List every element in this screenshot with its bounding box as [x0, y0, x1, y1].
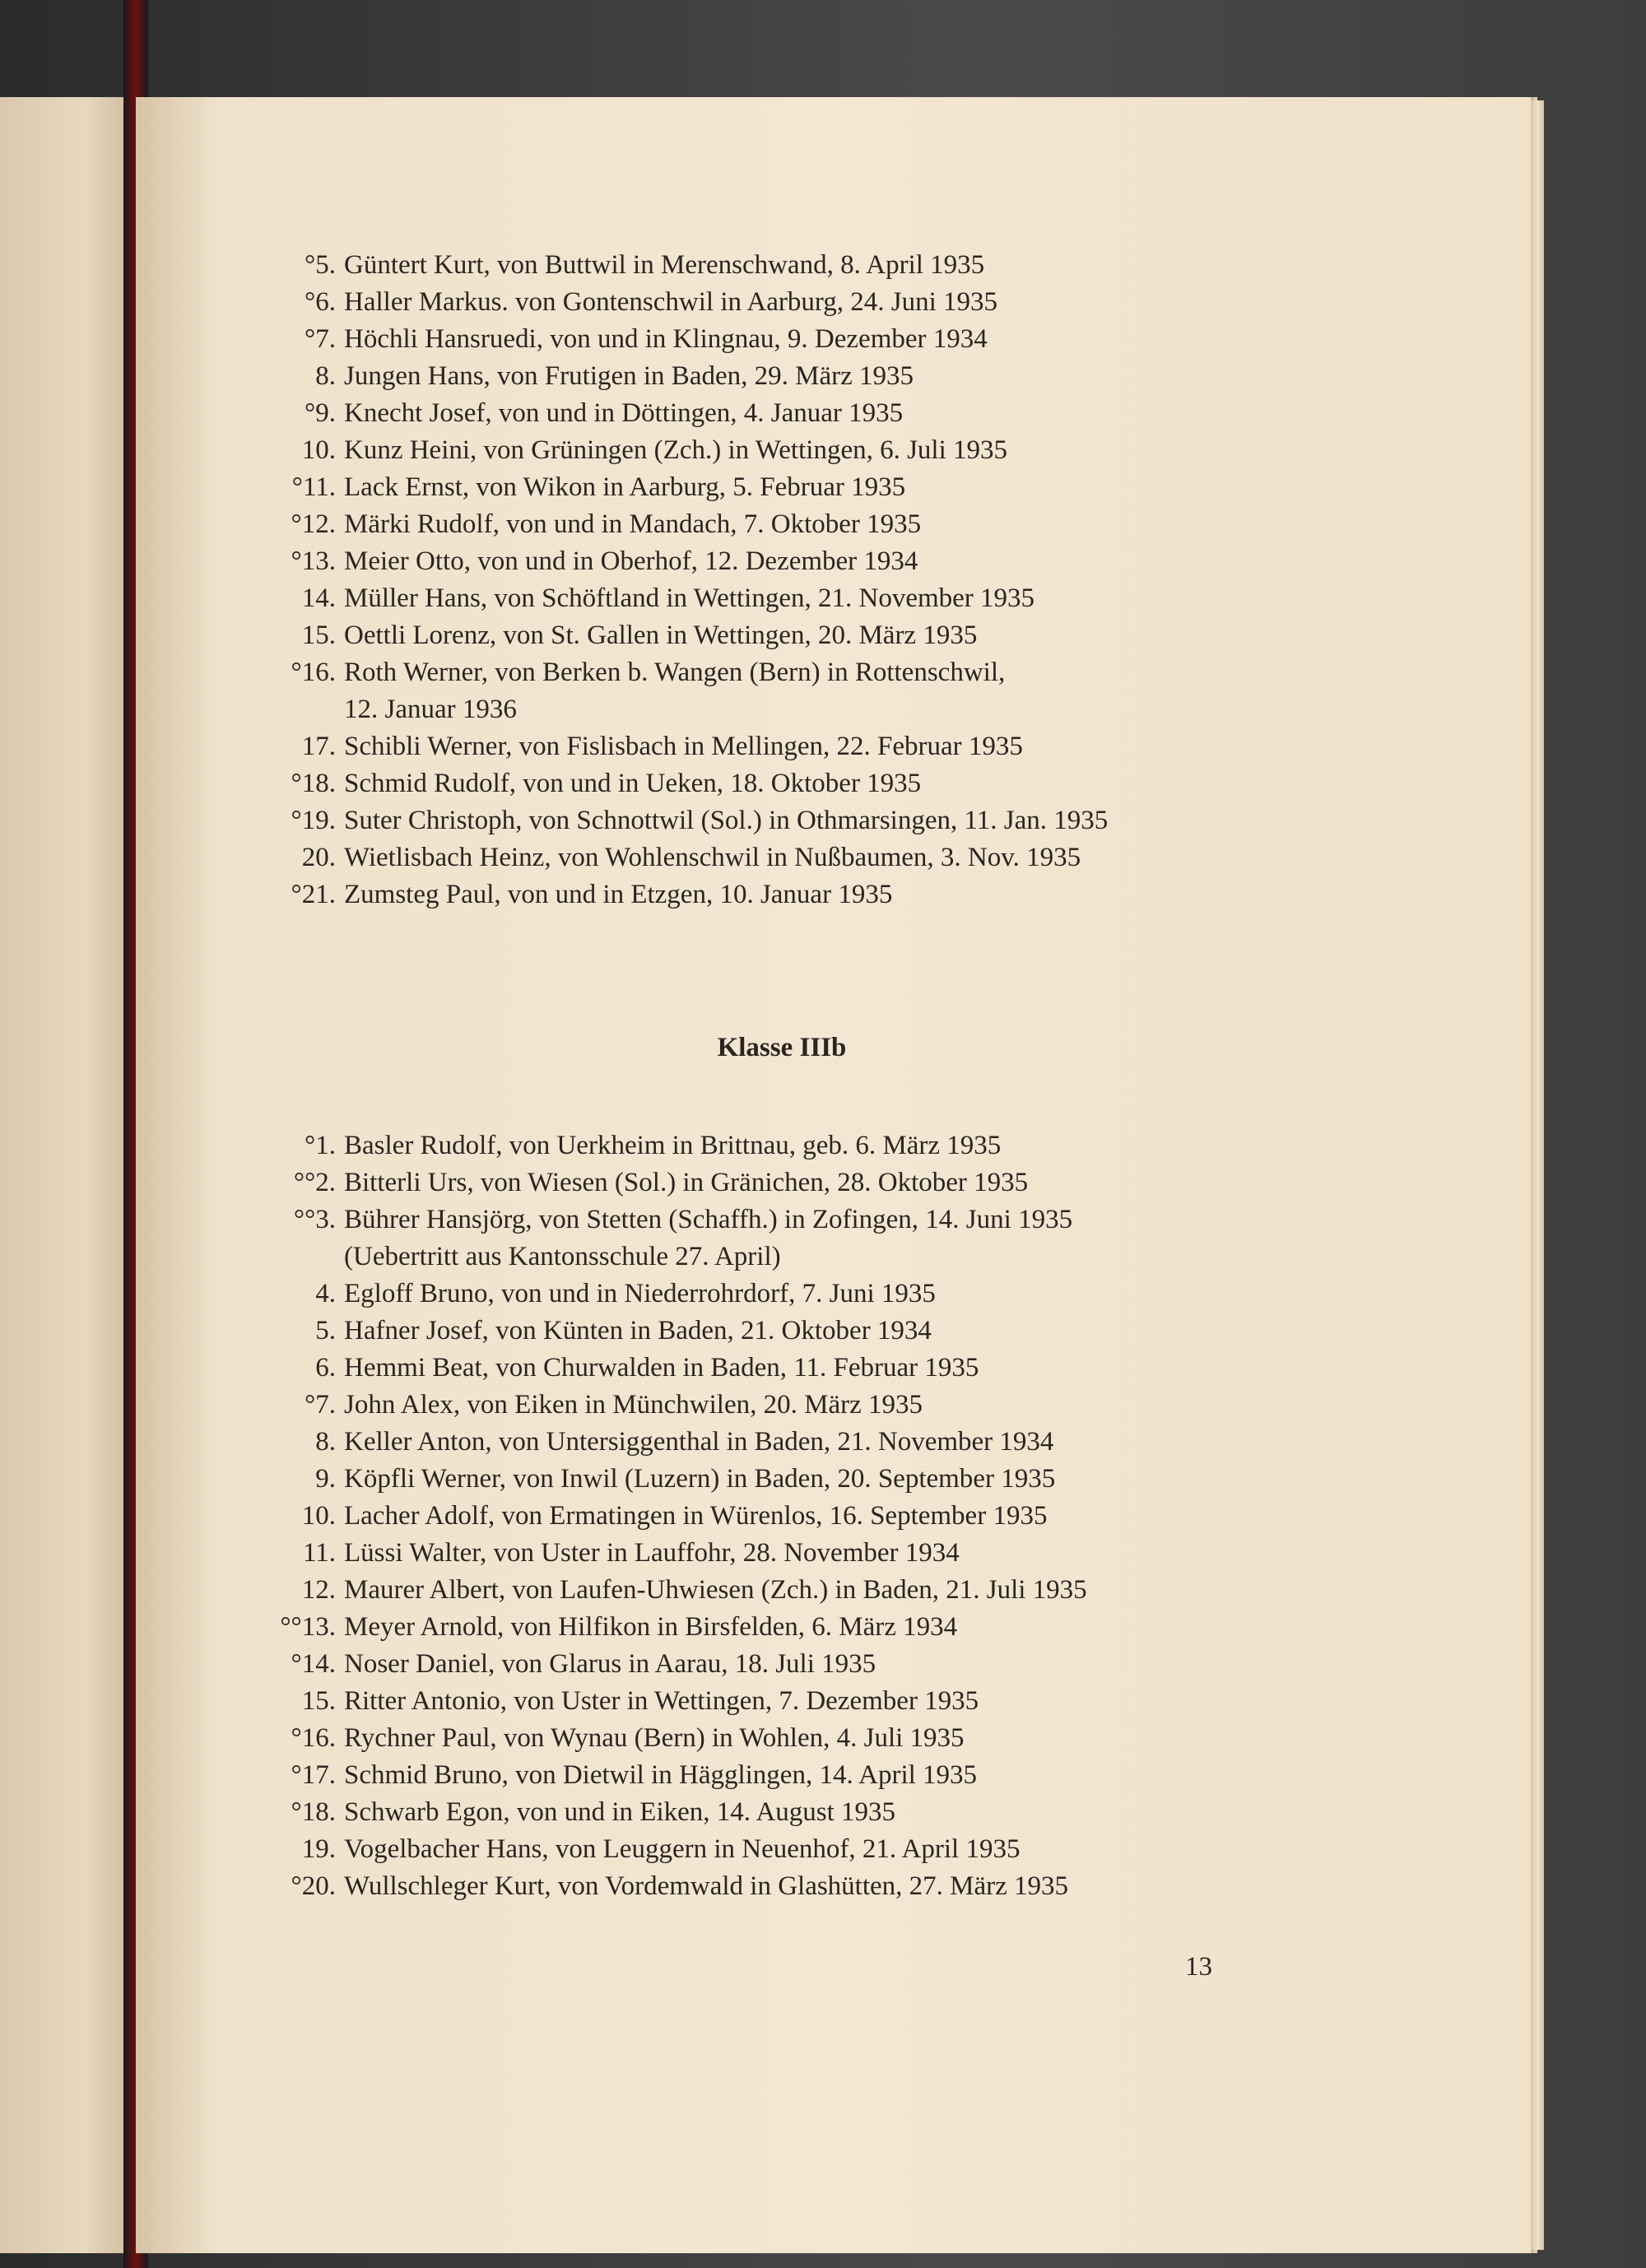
entry-number: °21.	[291, 880, 336, 909]
entry-text: John Alex, von Eiken in Münchwilen, 20. März 1935	[344, 1390, 923, 1420]
list-item	[247, 1868, 1317, 1905]
list-item	[247, 358, 1317, 395]
list-item	[247, 395, 1317, 432]
list-item	[247, 654, 1317, 728]
entry-text: Meier Otto, von und in Oberhof, 12. Dezember 1934	[344, 546, 918, 576]
entry-text: Noser Daniel, von Glarus in Aarau, 18. Juli 1935	[344, 1649, 876, 1679]
entry-continuation: 12. Januar 1936	[344, 695, 517, 724]
list-item	[247, 1387, 1317, 1424]
entry-number: 12.	[301, 1575, 336, 1605]
entry-number: °18.	[291, 769, 336, 798]
entry-number: 15.	[301, 620, 336, 650]
facing-page-edge	[0, 97, 138, 2253]
list-item	[247, 1757, 1317, 1794]
entry-text: Zumsteg Paul, von und in Etzgen, 10. Januar 1935	[344, 880, 893, 909]
entry-text: Schmid Bruno, von Dietwil in Hägglingen, 14. April 1935	[344, 1760, 978, 1790]
entry-number: 17.	[301, 732, 336, 761]
entry-text: Meyer Arnold, von Hilfikon in Birsfelden, 6. März 1934	[344, 1612, 958, 1642]
list-item	[247, 321, 1317, 358]
list-item	[247, 1164, 1317, 1201]
entry-number: °11.	[291, 472, 336, 502]
list-item	[247, 506, 1317, 543]
student-list-klasse-iiib	[247, 1127, 1317, 1905]
entry-number: °17.	[291, 1760, 336, 1790]
entry-number: 8.	[315, 1427, 336, 1457]
entry-number: 10.	[301, 1501, 336, 1531]
list-item	[247, 728, 1317, 765]
entry-number: °19.	[291, 806, 336, 835]
entry-text: Vogelbacher Hans, von Leuggern in Neuenhof, 21. April 1935	[344, 1834, 1021, 1864]
entry-number: °18.	[291, 1797, 336, 1827]
list-item	[247, 1646, 1317, 1683]
entry-number: 8.	[315, 361, 336, 391]
entry-text: Ritter Antonio, von Uster in Wettingen, 7. Dezember 1935	[344, 1686, 979, 1716]
entry-text: Köpfli Werner, von Inwil (Luzern) in Baden, 20. September 1935	[344, 1464, 1056, 1494]
entry-number: °7.	[305, 1390, 336, 1420]
entry-number: °16.	[291, 658, 336, 687]
entry-text: Suter Christoph, von Schnottwil (Sol.) in Othmarsingen, 11. Jan. 1935	[344, 806, 1109, 835]
list-item	[247, 1831, 1317, 1868]
entry-text: Rychner Paul, von Wynau (Bern) in Wohlen, 4. Juli 1935	[344, 1723, 965, 1753]
entry-text: Märki Rudolf, von und in Mandach, 7. Oktober 1935	[344, 509, 922, 539]
entry-number: °7.	[305, 324, 336, 354]
entry-text: Roth Werner, von Berken b. Wangen (Bern) in Rottenschwil,	[344, 658, 1006, 687]
entry-number: °20.	[291, 1871, 336, 1901]
entry-text: Wullschleger Kurt, von Vordemwald in Glashütten, 27. März 1935	[344, 1871, 1069, 1901]
list-item	[247, 1535, 1317, 1572]
list-item	[247, 469, 1317, 506]
entry-continuation: (Uebertritt aus Kantonsschule 27. April)	[344, 1242, 781, 1271]
entry-text: Egloff Bruno, von und in Niederrohrdorf, 7. Juni 1935	[344, 1279, 936, 1308]
entry-text: Lack Ernst, von Wikon in Aarburg, 5. Februar 1935	[344, 472, 906, 502]
entry-number: 19.	[301, 1834, 336, 1864]
entry-text: Schwarb Egon, von und in Eiken, 14. August 1935	[344, 1797, 896, 1827]
page-number: 13	[1185, 1952, 1212, 1982]
entry-text: Lacher Adolf, von Ermatingen in Würenlos, 16. September 1935	[344, 1501, 1048, 1531]
list-item	[247, 1572, 1317, 1609]
entry-text: Jungen Hans, von Frutigen in Baden, 29. März 1935	[344, 361, 914, 391]
entry-text: Knecht Josef, von und in Döttingen, 4. Januar 1935	[344, 398, 904, 428]
list-item	[247, 839, 1317, 876]
list-item	[247, 1609, 1317, 1646]
entry-number: °13.	[291, 546, 336, 576]
list-item	[247, 765, 1317, 802]
entry-text: Hafner Josef, von Künten in Baden, 21. Oktober 1934	[344, 1316, 932, 1345]
list-item	[247, 617, 1317, 654]
entry-text: Schmid Rudolf, von und in Ueken, 18. Oktober 1935	[344, 769, 922, 798]
list-item	[247, 1424, 1317, 1461]
entry-number: °1.	[305, 1131, 336, 1160]
list-item	[247, 1794, 1317, 1831]
entry-number: 4.	[315, 1279, 336, 1308]
entry-number: 9.	[315, 1464, 336, 1494]
entry-text: Haller Markus. von Gontenschwil in Aarburg, 24. Juni 1935	[344, 287, 998, 317]
entry-text: Oettli Lorenz, von St. Gallen in Wettingen, 20. März 1935	[344, 620, 978, 650]
section-heading: Klasse IIIb	[717, 1033, 847, 1062]
list-item	[247, 802, 1317, 839]
entry-text: Basler Rudolf, von Uerkheim in Brittnau, geb. 6. März 1935	[344, 1131, 1002, 1160]
entry-number: 15.	[301, 1686, 336, 1716]
entry-text: Müller Hans, von Schöftland in Wettingen, 21. November 1935	[344, 583, 1035, 613]
entry-number: 10.	[301, 435, 336, 465]
entry-text: Maurer Albert, von Laufen-Uhwiesen (Zch.) in Baden, 21. Juli 1935	[344, 1575, 1087, 1605]
entry-number: 20.	[301, 843, 336, 872]
page-edge	[1531, 100, 1544, 2250]
entry-text: Bitterli Urs, von Wiesen (Sol.) in Gränichen, 28. Oktober 1935	[344, 1168, 1029, 1197]
list-item	[247, 1683, 1317, 1720]
entry-text: Kunz Heini, von Grüningen (Zch.) in Wettingen, 6. Juli 1935	[344, 435, 1008, 465]
list-item	[247, 876, 1317, 913]
entry-number: °16.	[291, 1723, 336, 1753]
list-item	[247, 1498, 1317, 1535]
entry-text: Hemmi Beat, von Churwalden in Baden, 11. Februar 1935	[344, 1353, 979, 1383]
list-item	[247, 1313, 1317, 1350]
entry-text: Keller Anton, von Untersiggenthal in Baden, 21. November 1934	[344, 1427, 1054, 1457]
entry-number: 5.	[315, 1316, 336, 1345]
entry-number: °6.	[305, 287, 336, 317]
entry-text: Güntert Kurt, von Buttwil in Merenschwand, 8. April 1935	[344, 250, 985, 280]
list-item	[247, 1461, 1317, 1498]
list-item	[247, 1720, 1317, 1757]
entry-number: 14.	[301, 583, 336, 613]
entry-number: °9.	[305, 398, 336, 428]
entry-number: °12.	[291, 509, 336, 539]
entry-number: °5.	[305, 250, 336, 280]
list-item	[247, 1276, 1317, 1313]
entry-text: Höchli Hansruedi, von und in Klingnau, 9. Dezember 1934	[344, 324, 988, 354]
entry-text: Bührer Hansjörg, von Stetten (Schaffh.) in Zofingen, 14. Juni 1935	[344, 1205, 1073, 1234]
entry-number: °°13.	[280, 1612, 336, 1642]
entry-number: 11.	[302, 1538, 336, 1568]
entry-text: Wietlisbach Heinz, von Wohlenschwil in Nußbaumen, 3. Nov. 1935	[344, 843, 1081, 872]
entry-text: Lüssi Walter, von Uster in Lauffohr, 28. November 1934	[344, 1538, 960, 1568]
list-item	[247, 1350, 1317, 1387]
list-item	[247, 432, 1317, 469]
entry-text: Schibli Werner, von Fislisbach in Mellingen, 22. Februar 1935	[344, 732, 1023, 761]
list-item	[247, 247, 1317, 284]
entry-number: 6.	[315, 1353, 336, 1383]
entry-number: °14.	[291, 1649, 336, 1679]
list-item	[247, 543, 1317, 580]
entry-number: °°2.	[293, 1168, 336, 1197]
list-item	[247, 284, 1317, 321]
list-item	[247, 1201, 1317, 1276]
list-item	[247, 1127, 1317, 1164]
entry-number: °°3.	[293, 1205, 336, 1234]
list-item	[247, 580, 1317, 617]
student-list-previous-class	[247, 247, 1317, 913]
